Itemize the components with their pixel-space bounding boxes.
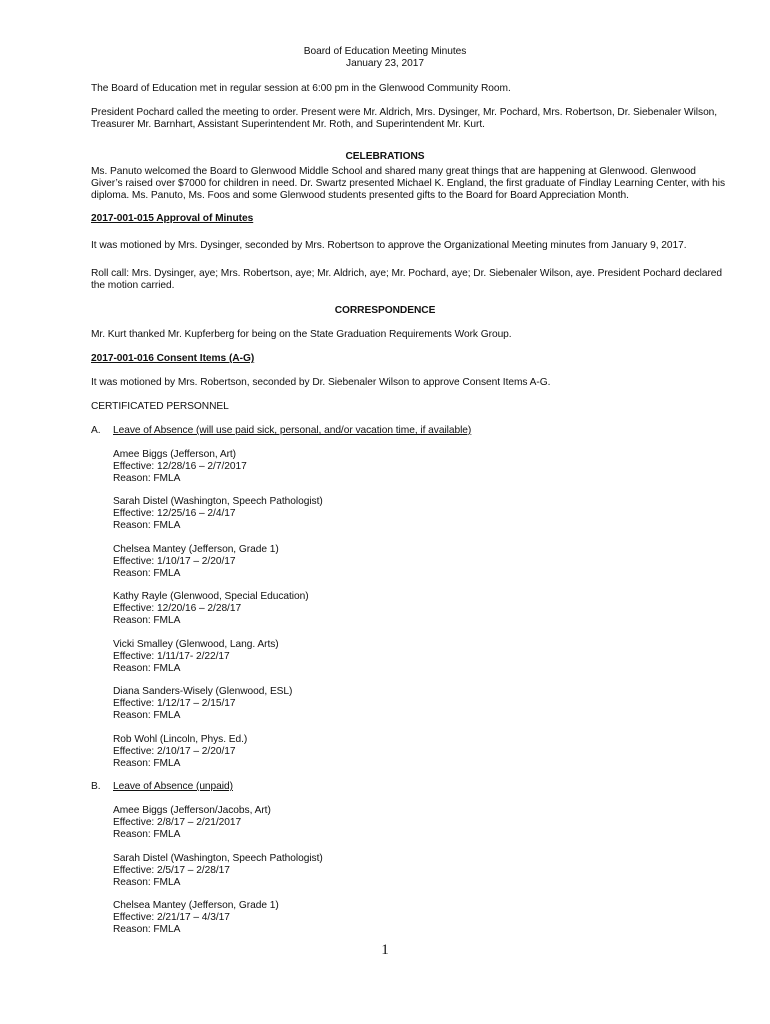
consent-motion: It was motioned by Mrs. Robertson, seconded by Dr. Siebenaler Wilson to approve Consent Items A-G. (91, 377, 551, 388)
entry-effective: Effective: 12/20/16 – 2/28/17 (113, 603, 242, 614)
entry-effective: Effective: 2/5/17 – 2/28/17 (113, 865, 230, 876)
session-statement: The Board of Education met in regular session at 6:00 pm in the Glenwood Community Room. (91, 83, 511, 94)
entry-effective: Effective: 1/10/17 – 2/20/17 (113, 556, 236, 567)
personnel-category: CERTIFICATED PERSONNEL (91, 401, 229, 412)
entry-reason: Reason: FMLA (113, 758, 181, 769)
entry-effective: Effective: 12/25/16 – 2/4/17 (113, 508, 236, 519)
approval-heading: 2017-001-015 Approval of Minutes (91, 213, 254, 224)
entry-reason: Reason: FMLA (113, 877, 181, 888)
entry-name: Chelsea Mantey (Jefferson, Grade 1) (113, 900, 279, 911)
entry-name: Amee Biggs (Jefferson/Jacobs, Art) (113, 805, 271, 816)
entry-reason: Reason: FMLA (113, 710, 181, 721)
celebrations-line: diploma. Ms. Panuto, Ms. Foos and some Glenwood students presented gifts to the Board for Board Appreciation Month. (91, 190, 629, 201)
approval-motion: It was motioned by Mrs. Dysinger, seconded by Mrs. Robertson to approve the Organizational Meeting minutes from January 9, 2017. (91, 240, 687, 251)
meeting-date: January 23, 2017 (346, 58, 424, 69)
entry-reason: Reason: FMLA (113, 520, 181, 531)
entry-name: Diana Sanders-Wisely (Glenwood, ESL) (113, 686, 293, 697)
section-letter: A. (91, 425, 101, 436)
entry-effective: Effective: 2/10/17 – 2/20/17 (113, 746, 236, 757)
entry-reason: Reason: FMLA (113, 829, 181, 840)
entry-name: Kathy Rayle (Glenwood, Special Education) (113, 591, 309, 602)
entry-name: Rob Wohl (Lincoln, Phys. Ed.) (113, 734, 248, 745)
celebrations-line: Giver’s raised over $7000 for children in need. Dr. Swartz presented Michael K. England, the first graduate of Findlay Learning Center, with his (91, 178, 726, 189)
entry-effective: Effective: 1/12/17 – 2/15/17 (113, 698, 236, 709)
entry-reason: Reason: FMLA (113, 473, 181, 484)
attendance-line: Treasurer Mr. Barnhart, Assistant Superintendent Mr. Roth, and Superintendent Mr. Kurt. (91, 119, 485, 130)
attendance-line: President Pochard called the meeting to order. Present were Mr. Aldrich, Mrs. Dysinger, Mr. Pochard, Mrs. Robertson, Dr. Siebenaler Wilson, (91, 107, 718, 118)
correspondence-heading: CORRESPONDENCE (334, 305, 436, 316)
section-title: Leave of Absence (will use paid sick, personal, and/or vacation time, if available) (113, 425, 472, 436)
section-title: Leave of Absence (unpaid) (113, 781, 233, 792)
document-title: Board of Education Meeting Minutes (303, 46, 467, 57)
entry-effective: Effective: 12/28/16 – 2/7/2017 (113, 461, 247, 472)
entry-name: Vicki Smalley (Glenwood, Lang. Arts) (113, 639, 279, 650)
entry-name: Amee Biggs (Jefferson, Art) (113, 449, 237, 460)
section-letter: B. (91, 781, 101, 792)
celebrations-line: Ms. Panuto welcomed the Board to Glenwood Middle School and shared many great things that are happening at Glenwood. Glenwood (91, 166, 696, 177)
entry-effective: Effective: 1/11/17- 2/22/17 (113, 651, 230, 662)
entry-name: Sarah Distel (Washington, Speech Pathologist) (113, 853, 323, 864)
consent-heading: 2017-001-016 Consent Items (A-G) (91, 353, 255, 364)
page-number: 1 (381, 942, 389, 958)
entry-reason: Reason: FMLA (113, 663, 181, 674)
entry-reason: Reason: FMLA (113, 615, 181, 626)
entry-name: Chelsea Mantey (Jefferson, Grade 1) (113, 544, 279, 555)
entry-effective: Effective: 2/21/17 – 4/3/17 (113, 912, 230, 923)
correspondence-text: Mr. Kurt thanked Mr. Kupferberg for being on the State Graduation Requirements Work Group. (91, 329, 512, 340)
entry-reason: Reason: FMLA (113, 924, 181, 935)
roll-call-line: the motion carried. (91, 280, 175, 291)
roll-call-line: Roll call: Mrs. Dysinger, aye; Mrs. Robertson, aye; Mr. Aldrich, aye; Mr. Pochard, aye; Dr. Siebenaler Wilson, aye. President Pochard declared (91, 268, 723, 279)
entry-effective: Effective: 2/8/17 – 2/21/2017 (113, 817, 242, 828)
entry-reason: Reason: FMLA (113, 568, 181, 579)
entry-name: Sarah Distel (Washington, Speech Pathologist) (113, 496, 323, 507)
celebrations-heading: CELEBRATIONS (345, 151, 425, 162)
